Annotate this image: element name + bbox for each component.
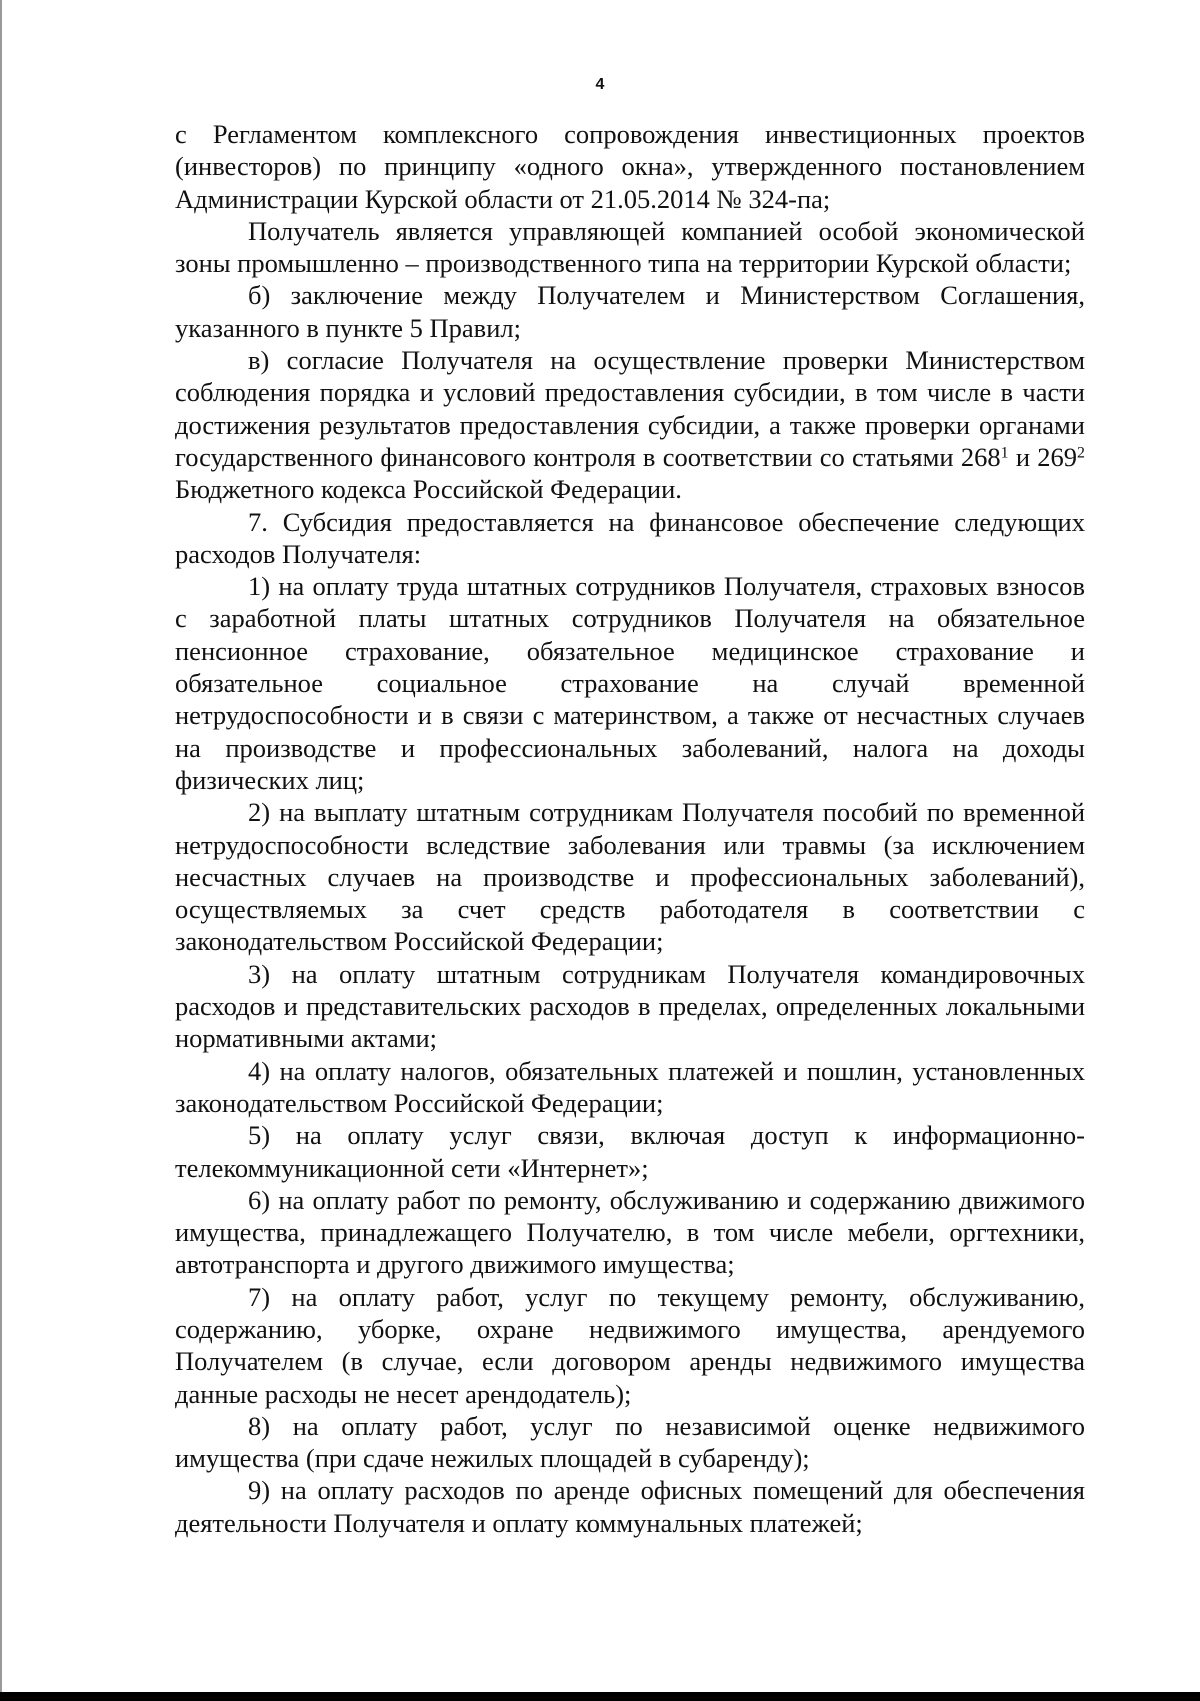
paragraph-item-v-mid: и 269	[1008, 441, 1078, 472]
paragraph-item-v	[175, 344, 1085, 505]
paragraph-section-7: 7. Субсидия предоставляется на финансовое обеспечение следующих расходов Получателя:	[175, 506, 1085, 569]
superscript-2: 2	[1077, 444, 1085, 462]
paragraph-item-v-end: Бюджетного кодекса Российской Федерации.	[175, 474, 682, 505]
page-number: 4	[595, 76, 605, 93]
list-item-7: 7) на оплату работ, услуг по текущему ремонту, обслуживанию, содержанию, уборке, охране недвижимого имущества, арендуемого Получателем (в случае, если договором аренды недвижимого имущества данные расходы не несет арендодатель);	[175, 1281, 1085, 1409]
scan-left-edge	[0, 0, 2, 1701]
paragraph-item-v-text: в) согласие Получателя на осуществление проверки Министерством соблюдения порядка и условий предоставления субсидии, в том числе в части достижения результатов предоставления субсидии, а также проверки органами государственного финансового контроля в соответствии со статьями 268	[175, 345, 1085, 472]
list-item-1: 1) на оплату труда штатных сотрудников Получателя, страховых взносов с заработной платы штатных сотрудников Получателя на обязательное пенсионное страхование, обязательное медицинское страхование и обязательное социальное страхование на случай временной нетрудоспособности и в связи с материнством, а также от несчастных случаев на производстве и профессиональных заболеваний, налога на доходы физических лиц;	[175, 571, 1085, 795]
list-item-5: 5) на оплату услуг связи, включая доступ к информационно-телекоммуникационной сети «Интернет»;	[175, 1120, 1085, 1183]
scan-bottom-edge	[0, 1692, 1200, 1701]
list-item-6: 6) на оплату работ по ремонту, обслуживанию и содержанию движимого имущества, принадлежащего Получателю, в том числе мебели, оргтехники, автотранспорта и другого движимого имущества;	[175, 1184, 1085, 1280]
list-item-4: 4) на оплату налогов, обязательных платежей и пошлин, установленных законодательством Российской Федерации;	[175, 1055, 1085, 1118]
paragraph-recipient-status: Получатель является управляющей компанией особой экономической зоны промышленно – производственного типа на территории Курской области;	[175, 215, 1085, 279]
list-item-3: 3) на оплату штатным сотрудникам Получателя командировочных расходов и представительских расходов в пределах, определенных локальными нормативными актами;	[175, 958, 1085, 1054]
document-body	[175, 118, 1085, 1539]
paragraph-item-b: б) заключение между Получателем и Министерством Соглашения, указанного в пункте 5 Правил;	[175, 280, 1085, 343]
list-item-9: 9) на оплату расходов по аренде офисных помещений для обеспечения деятельности Получателя и оплату коммунальных платежей;	[175, 1475, 1085, 1538]
superscript-1: 1	[1000, 444, 1009, 462]
list-item-2: 2) на выплату штатным сотрудникам Получателя пособий по временной нетрудоспособности вследствие заболевания или травмы (за исключением несчастных случаев на производстве и профессиональных заболеваний), осуществляемых за счет средств работодателя в соответствии с законодательством Российской Федерации;	[175, 797, 1085, 957]
list-item-8: 8) на оплату работ, услуг по независимой оценке недвижимого имущества (при сдаче нежилых площадей в субаренду);	[175, 1410, 1085, 1474]
paragraph-regulation: с Регламентом комплексного сопровождения инвестиционных проектов (инвесторов) по принципу «одного окна», утвержденного постановлением Администрации Курской области от 21.05.2014 № 324-па;	[175, 119, 1085, 214]
